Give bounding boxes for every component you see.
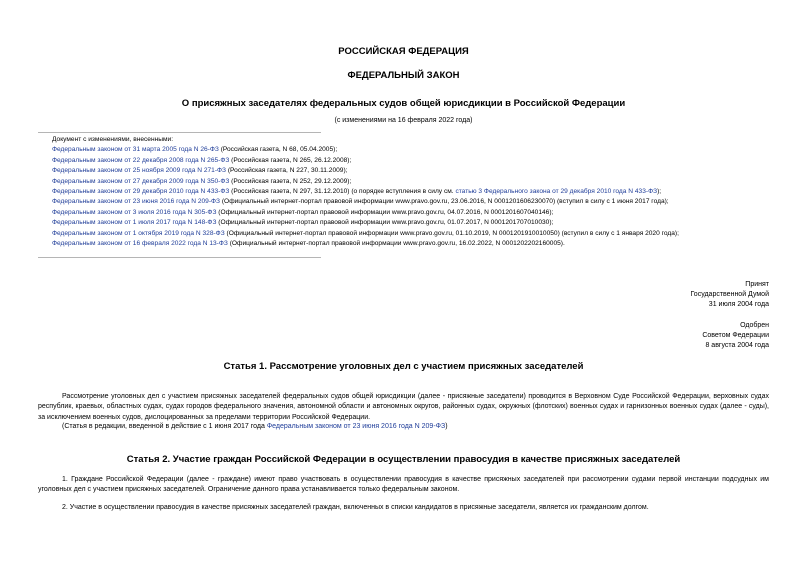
edition-note: (с изменениями на 16 февраля 2022 года) <box>334 117 473 124</box>
amendment-item <box>52 166 792 176</box>
amendment-link[interactable]: Федеральным законом от 31 марта 2005 года N 26-ФЗ <box>52 146 219 154</box>
article-2-paragraph-1: 1. Граждане Российской Федерации (далее - граждане) имеют право участвовать в осуществлении правосудия в качестве присяжных заседателей при рассмотрении судами первой инстанции подсудных им уголовных дел с участием присяжных заседателей. Ограничение данного права устанавливается только федеральным законом. <box>38 476 769 494</box>
article-1-body: Рассмотрение уголовных дел с участием присяжных заседателей федеральных судов общей юрисдикции (далее - присяжные заседатели) проводится в Верховном Суде Российской Федерации, верховных судах республик, краевых, областных судах, судах городов федерального значения, автономной области и автономных округов, районных судах, окружных (флотских) военных судах и гарнизонных военных судах (далее - суды), за исключением военных судов, дислоцированных за пределами территории Российской Федерации. <box>38 393 769 421</box>
amendment-link[interactable]: Федеральным законом от 23 июня 2016 года N 209-ФЗ <box>52 198 221 206</box>
duma-adopted-label: Принят <box>745 281 769 288</box>
article-1-edit-note <box>62 423 448 430</box>
amendment-item <box>52 177 792 187</box>
amendment-source: (Российская газета, N 265, 26.12.2008); <box>229 156 352 164</box>
amendments-list <box>52 135 792 249</box>
article-2-paragraph-2: 2. Участие в осуществлении правосудия в качестве присяжных заседателей граждан, включенных в списки кандидатов в присяжные заседатели, является их гражданским долгом. <box>62 504 649 511</box>
duma-date: 31 июля 2004 года <box>708 301 769 309</box>
council-approved-label: Одобрен <box>740 322 769 329</box>
amendment-source: (Российская газета, N 252, 29.12.2009); <box>229 177 352 185</box>
amendment-item <box>52 145 792 155</box>
amendment-source-end: ); <box>657 188 662 196</box>
amendment-source: (Российская газета, N 68, 05.04.2005); <box>218 146 338 154</box>
council-approval-block <box>702 321 769 352</box>
amendment-source: (Официальный интернет-портал правовой информации www.pravo.gov.ru, 23.06.2016, N 0001201606230070) (вступил в силу с 1 июня 2017 года); <box>220 198 669 206</box>
edit-note-suffix: ) <box>445 423 448 430</box>
amendment-item <box>52 197 792 207</box>
amendment-item <box>52 229 792 239</box>
amendment-link[interactable]: Федеральным законом от 27 декабря 2009 года N 350-ФЗ <box>52 177 230 185</box>
edit-note-prefix: (Статья в редакции, введенной в действие с 1 июня 2017 года <box>62 423 267 430</box>
amendment-source: (Официальный интернет-портал правовой информации www.pravo.gov.ru, 01.07.2017, N 0001201707010030); <box>216 219 554 227</box>
article-1-title: Статья 1. Рассмотрение уголовных дел с участием присяжных заседателей <box>223 361 584 372</box>
amendment-link[interactable]: Федеральным законом от 16 февраля 2022 года N 13-ФЗ <box>52 240 228 248</box>
amendments-intro: Документ с изменениями, внесенными: <box>52 136 174 143</box>
amendment-source: (Российская газета, N 297, 31.12.2010) (о порядке вступления в силу см. <box>229 188 456 196</box>
amendments-top-rule <box>38 132 321 133</box>
article-2-title: Статья 2. Участие граждан Российской Федерации в осуществлении правосудия в качестве присяжных заседателей <box>126 454 681 465</box>
amendment-source: (Российская газета, N 227, 30.11.2009); <box>226 167 348 175</box>
amendment-link[interactable]: Федеральным законом от 29 декабря 2010 года N 433-ФЗ <box>52 188 230 196</box>
amendment-source: (Официальный интернет-портал правовой информации www.pravo.gov.ru, 16.02.2022, N 0001202202160005). <box>227 240 565 248</box>
amendment-link[interactable]: Федеральным законом от 3 июля 2016 года N 305-ФЗ <box>52 208 217 216</box>
amendment-article-link[interactable]: статью 3 Федерального закона от 29 декабря 2010 года N 433-ФЗ <box>455 188 658 196</box>
edit-note-link[interactable]: Федеральным законом от 23 июня 2016 года N 209-ФЗ <box>266 423 446 430</box>
council-name: Советом Федерации <box>702 332 769 340</box>
amendment-item <box>52 239 792 249</box>
duma-name: Государственной Думой <box>690 291 769 299</box>
law-title: О присяжных заседателях федеральных судов общей юрисдикции в Российской Федерации <box>181 98 626 109</box>
amendment-item <box>52 156 792 166</box>
law-type-heading: ФЕДЕРАЛЬНЫЙ ЗАКОН <box>347 70 460 81</box>
amendment-link[interactable]: Федеральным законом от 22 декабря 2008 года N 265-ФЗ <box>52 156 230 164</box>
duma-adoption-block <box>690 280 769 311</box>
amendment-source: (Официальный интернет-портал правовой информации www.pravo.gov.ru, 01.10.2019, N 0001201910010050) (вступил в силу с 1 января 2020 года); <box>224 229 679 237</box>
amendment-link[interactable]: Федеральным законом от 1 октября 2019 года N 328-ФЗ <box>52 229 225 237</box>
country-heading: РОССИЙСКАЯ ФЕДЕРАЦИЯ <box>338 46 469 57</box>
council-date: 8 августа 2004 года <box>705 342 769 350</box>
amendments-bottom-rule <box>38 257 321 258</box>
amendment-source: (Официальный интернет-портал правовой информации www.pravo.gov.ru, 04.07.2016, N 0001201607040146); <box>216 208 554 216</box>
amendment-item <box>52 187 792 197</box>
amendment-item <box>52 218 792 228</box>
amendment-link[interactable]: Федеральным законом от 25 ноября 2009 года N 271-ФЗ <box>52 167 227 175</box>
amendment-link[interactable]: Федеральным законом от 1 июля 2017 года N 148-ФЗ <box>52 219 217 227</box>
amendment-item <box>52 208 792 218</box>
